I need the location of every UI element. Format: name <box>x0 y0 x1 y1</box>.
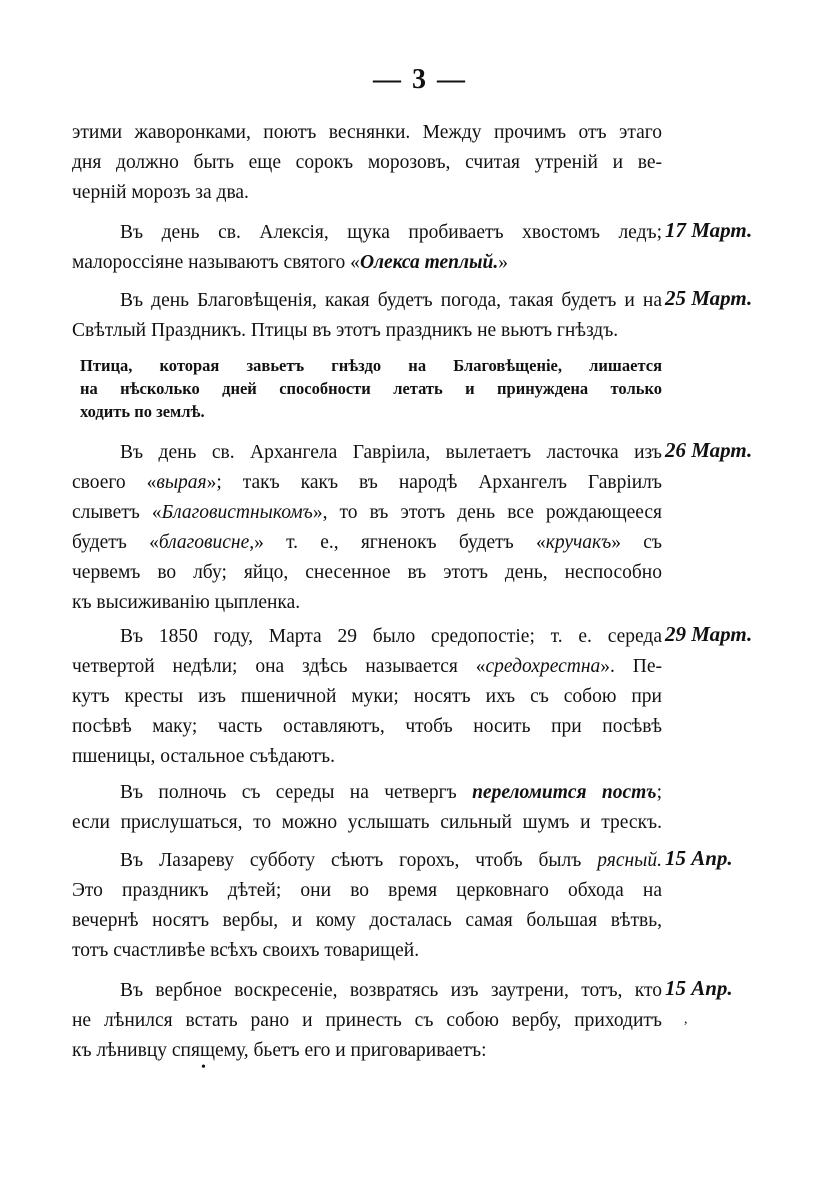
print-speck: • <box>201 1060 206 1075</box>
text-line: малороссіяне называютъ святого «Олекса теплый.» <box>72 252 509 273</box>
date-margin-note: 15 Апр. <box>665 846 733 870</box>
text-line: посѣвѣ маку; часть оставляютъ, чтобъ носить при посѣвѣ <box>72 716 662 737</box>
paragraph <box>72 622 662 772</box>
text-line: дня должно быть еще сорокъ морозовъ, считая утреній и ве- <box>72 152 662 173</box>
text-line: не лѣнился встать рано и принесть съ собою вербу, приходитъ <box>72 1010 662 1031</box>
text-line: ходить по землѣ. <box>80 402 205 421</box>
paragraph <box>72 778 662 838</box>
paragraph <box>72 976 662 1066</box>
text-line: къ высиживанію цыпленка. <box>72 592 301 613</box>
text-line: къ лѣнивцу спящему, бьетъ его и приговариваетъ: <box>72 1040 487 1061</box>
paragraph <box>72 438 662 618</box>
date-margin-note: 25 Март. <box>665 286 753 310</box>
paragraph <box>72 846 662 966</box>
text-line: черній морозъ за два. <box>72 182 249 203</box>
text-line: Въ вербное воскресеніе, возвратясь изъ заутрени, тотъ, кто <box>120 980 662 1001</box>
text-line: кутъ кресты изъ пшеничной муки; носятъ ихъ съ собою при <box>72 686 662 707</box>
date-margin-note: 29 Март. <box>665 622 753 646</box>
text-line: если прислушаться, то можно услышать сильный шумъ и трескъ. <box>72 812 662 833</box>
paragraph <box>72 286 662 346</box>
text-line: червемъ во лбу; яйцо, снесенное въ этотъ день, неспособно <box>72 562 662 583</box>
paragraph <box>72 118 662 208</box>
text-line: Въ полночь съ середы на четвергъ переломится постъ; <box>120 782 663 803</box>
print-speck: , <box>684 1012 688 1027</box>
paragraph <box>72 218 662 278</box>
footnote-paragraph <box>80 354 662 423</box>
text-line: вечернѣ носятъ вербы, и кому досталась самая большая вѣтвь, <box>72 910 662 931</box>
text-line: пшеницы, остальное съѣдаютъ. <box>72 746 336 767</box>
page-number: — 3 — <box>373 64 467 95</box>
text-line: Въ день св. Архангела Гавріила, вылетаетъ ласточка изъ <box>120 442 662 463</box>
text-line: Въ Лазареву субботу сѣютъ горохъ, чтобъ былъ рясный. <box>120 850 662 871</box>
text-line: Птица, которая завьетъ гнѣздо на Благовѣщеніе, лишается <box>80 356 662 375</box>
date-margin-note: 26 Март. <box>665 438 753 462</box>
text-line: Это праздникъ дѣтей; они во время церковнаго обхода на <box>72 880 662 901</box>
text-line: на нѣсколько дней способности летать и принуждена только <box>80 379 662 398</box>
text-line: четвертой недѣли; она здѣсь называется «средохрестна». Пе- <box>72 656 663 677</box>
text-line: Въ день Благовѣщенія, какая будетъ погода, такая будетъ и на <box>120 290 662 311</box>
text-line: будетъ «благовисне,» т. е., ягненокъ будетъ «кручакъ» съ <box>72 532 662 553</box>
text-line: своего «вырая»; такъ какъ въ народѣ Архангелъ Гавріилъ <box>72 472 662 493</box>
text-line: этими жаворонками, поютъ веснянки. Между прочимъ отъ этаго <box>72 122 662 143</box>
text-line: Въ день св. Алексія, щука пробиваетъ хвостомъ ледъ; <box>120 222 662 243</box>
text-line: слыветъ «Благовистныкомъ», то въ этотъ день все рождающееся <box>72 502 663 523</box>
date-margin-note: 17 Март. <box>665 218 753 242</box>
text-line: Свѣтлый Праздникъ. Птицы въ этотъ праздникъ не вьютъ гнѣздъ. <box>72 320 619 341</box>
date-margin-note: 15 Апр. <box>665 976 733 1000</box>
text-line: тотъ счастливѣе всѣхъ своихъ товарищей. <box>72 940 420 961</box>
text-line: Въ 1850 году, Марта 29 было средопостіе; т. е. середа <box>120 626 662 647</box>
